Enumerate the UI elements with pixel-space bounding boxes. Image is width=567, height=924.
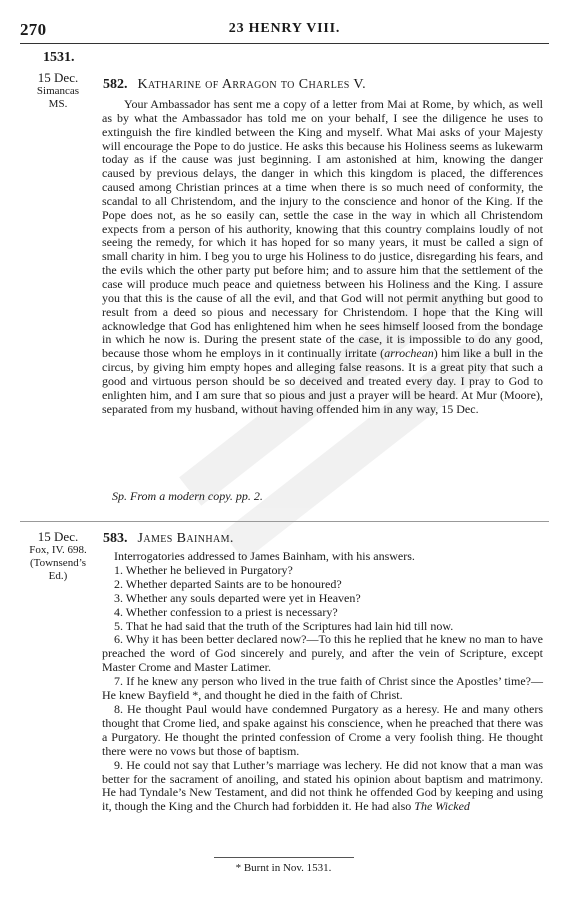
header-rule	[20, 43, 549, 44]
italic-word: arrochean	[384, 346, 434, 361]
question-item: 3. Whether any souls departed were yet in Heaven?	[114, 590, 361, 605]
entry-title: James Bainham.	[137, 531, 234, 546]
answer-paragraph: 6. Why it has been better declared now?—To this he replied that he knew no man to have preached the word of God sincerely and purely, and after the vein of Scripture, except Master Crome and Master Latimer.	[102, 632, 543, 675]
page-header	[20, 20, 549, 40]
source-note-582: Sp. From a modern copy. pp. 2.	[112, 489, 263, 503]
running-title: 23 HENRY VIII.	[228, 21, 341, 36]
margin-source-line: Fox, IV. 698.	[29, 544, 87, 556]
entry-heading-583	[103, 530, 234, 548]
margin-source-line: (Townsend’s	[29, 557, 87, 569]
entry-separator	[20, 521, 549, 522]
question-item: 1. Whether he believed in Purgatory?	[114, 562, 293, 577]
page-number: 270	[20, 20, 47, 39]
entry-date: 15 Dec.	[37, 70, 79, 85]
entry-heading-582	[103, 76, 366, 94]
answer-paragraph: 8. He thought Paul would have condemned Purgatory as a heresy. He and many others thought that Crome lied, and spake against his conscience, when he preached that there was a Purgatory. He thought the printed confession of Crome a very foolish thing. He thought there were no vows but those of baptism.	[102, 701, 543, 758]
entry-title: Katharine of Arragon to Charles V.	[137, 77, 366, 92]
margin-note-582	[20, 70, 96, 111]
question-item: 4. Whether confession to a priest is necessary?	[114, 604, 338, 619]
answer-paragraph: 7. If he knew any person who lived in the true faith of Christ since the Apostles’ time?—He knew Bayfield *, and thought he died in the faith of Christ.	[102, 674, 543, 703]
entry-number: 582.	[103, 77, 128, 92]
intro-line: Interrogatories addressed to James Bainham, with his answers.	[114, 549, 415, 563]
question-item: 2. Whether departed Saints are to be honoured?	[114, 576, 342, 591]
footnote-rule	[214, 857, 354, 858]
answer-paragraph: 9. He could not say that Luther’s marriage was lechery. He did not know that a man was better for the sacrament of anoiling, and stated his opinion about baptism and matrimony. He had Tyndale’s New Testament, and did not think he offended God by keeping and using it, though the King and the Church had forbidden it. He had also The Wicked	[102, 757, 543, 814]
question-item: 5. That he had said that the truth of the Scriptures had lain hid till now.	[114, 618, 454, 633]
letter-paragraph: Your Ambassador has sent me a copy of a letter from Mai at Rome, by which, as well as by what the Ambassador has told me on your behalf, I see the diligence he uses to extinguish the fire kindled between the King and myself. What Mai asks of your Majesty will encourage the Pope to do justice. He asks this because his Holiness seems as lukewarm today as if the cause was just beginning. I am astonished at him, knowing the danger caused by previous delays, the danger in which this kingdom is placed, the differences caused among Christian princes at a time when there is so much need of conformity, the scandal to all Christendom, and the injury to the conscience and honor of the King. If the Pope does not, as he so easily can, settle the case in the way in which all Christendom expects from a person of his authority, knowing that this country complains loudly of not seeing the remedy, for which it has hoped for so many years, it must be called a sign of small charity in him. I beg you to urge his Holiness to do justice, disregarding his fears, and the evils which the other party put before him; and to assure him that the settlement of the case will produce much peace and quietness between his Holiness and the King. I assure you that this is the cause of all the evil, and that God will not permit anything but good to result from a deed so pious and necessary for Christendom. I hope that the King will acknowledge that God has enlightened him when he sees himself loosed from the bondage in which he now is. During the present state of the case, it is impossible to do any good, because those whom he employs in it continually irritate (arrochean) him like a bull in the circus, by giving him empty hopes and alleging false reasons. It is a great pity that such a good and virtuous person should be so deceived and treated every day. I pray to God to enlighten him, and I am sure that so pious and just a prayer will be heard. At Mur (Moore), separated from my husband, without having offended him in any way, 15 Dec.	[102, 97, 543, 416]
footnote: * Burnt in Nov. 1531.	[235, 862, 332, 874]
margin-source-line: Ed.)	[48, 570, 68, 582]
margin-note-583	[20, 529, 96, 583]
year-heading: 1531.	[43, 50, 75, 65]
margin-source: Simancas MS.	[36, 85, 80, 110]
interrogatories-body	[102, 550, 543, 814]
italic-title: The Wicked	[414, 799, 470, 814]
entry-date: 15 Dec.	[37, 529, 79, 544]
letter-body-582	[102, 98, 543, 416]
entry-number: 583.	[103, 531, 128, 546]
